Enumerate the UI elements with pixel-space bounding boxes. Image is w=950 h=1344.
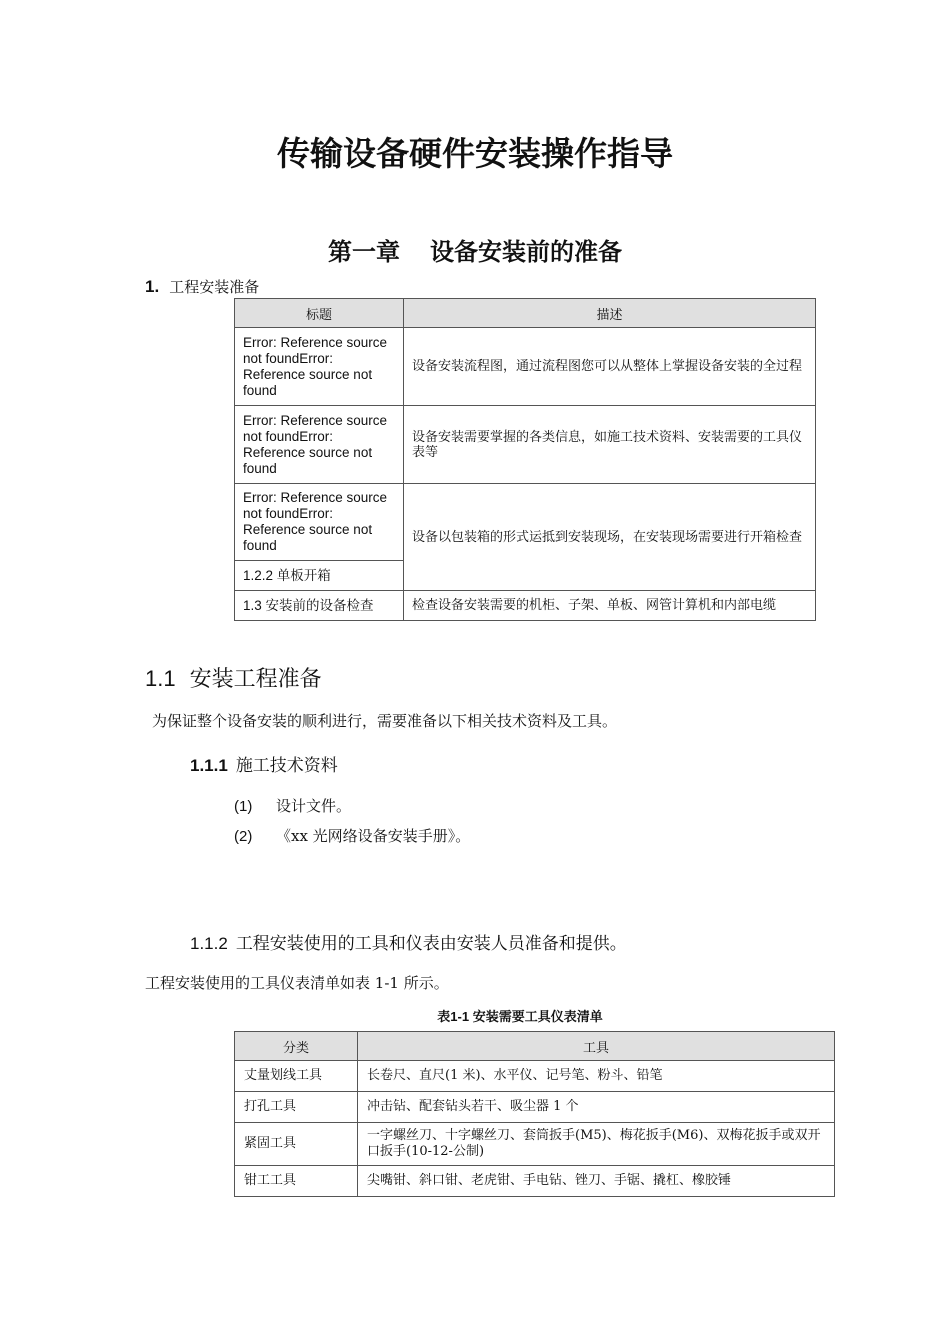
tools-intro-paragraph: 工程安装使用的工具仪表清单如表 1-1 所示。 <box>145 974 449 992</box>
row-description: 设备安装流程图，通过流程图您可以从整体上掌握设备安装的全过程 <box>404 328 816 406</box>
section-number: 1.1.2 <box>190 934 228 953</box>
table-row <box>235 1061 835 1092</box>
header-description: 描述 <box>404 299 816 328</box>
section-heading-1-1 <box>145 662 322 693</box>
document-title: 传输设备硬件安装操作指导 <box>277 134 673 173</box>
section-title: 工程安装准备 <box>169 278 260 296</box>
list-item <box>234 825 470 846</box>
table-header-row <box>235 1032 835 1061</box>
row-description: 检查设备安装需要的机柜、子架、单板、网管计算机和内部电缆 <box>404 591 816 621</box>
header-category: 分类 <box>235 1032 358 1061</box>
table-row <box>235 328 816 406</box>
row-description: 设备以包装箱的形式运抵到安装现场，在安装现场需要进行开箱检查 <box>404 484 816 591</box>
list-item <box>234 795 351 816</box>
section-number: 1.1.1 <box>190 756 228 775</box>
section-heading-1-1-1 <box>190 751 338 776</box>
header-title: 标题 <box>235 299 404 328</box>
list-item-number: (2) <box>234 828 253 845</box>
list-item-number: (1) <box>234 798 253 815</box>
table-row <box>235 591 816 621</box>
table-row <box>235 1123 835 1166</box>
chapter-title: 设备安装前的准备 <box>430 237 622 266</box>
row-tools: 冲击钻、配套钻头若干、吸尘器 1 个 <box>358 1092 835 1123</box>
section-number: 1.1 <box>145 666 176 691</box>
section-title: 安装工程准备 <box>189 667 322 692</box>
chapter-number: 第一章 <box>328 237 400 266</box>
section-number: 1. <box>145 277 160 296</box>
row-category: 丈量划线工具 <box>235 1061 358 1092</box>
row-title: 1.3 安装前的设备检查 <box>235 591 404 621</box>
table-row <box>235 1166 835 1197</box>
row-title: 1.2.2 单板开箱 <box>235 561 404 591</box>
table-row <box>235 1092 835 1123</box>
row-title: Error: Reference source not foundError: Reference source not found <box>235 406 404 484</box>
row-tools: 一字螺丝刀、十字螺丝刀、套筒扳手(M5)、梅花扳手(M6)、双梅花扳手或双开口扳手(10-12-公制) <box>358 1123 835 1166</box>
table-row <box>235 406 816 484</box>
row-title: Error: Reference source not foundError: Reference source not found <box>235 484 404 561</box>
list-item-text: 设计文件。 <box>276 797 352 815</box>
table-row <box>235 484 816 561</box>
row-title: Error: Reference source not foundError: Reference source not found <box>235 328 404 406</box>
row-tools: 尖嘴钳、斜口钳、老虎钳、手电钻、锉刀、手锯、撬杠、橡胶锤 <box>358 1166 835 1197</box>
section-title: 工程安装使用的工具和仪表由安装人员准备和提供。 <box>235 934 627 954</box>
section-heading-1-1-2 <box>190 929 627 954</box>
row-category: 紧固工具 <box>235 1123 358 1166</box>
table-header-row <box>235 299 816 328</box>
section-heading-1 <box>145 276 259 297</box>
chapter-heading <box>0 232 950 267</box>
row-tools: 长卷尺、直尺(1 米)、水平仪、记号笔、粉斗、铅笔 <box>358 1061 835 1092</box>
row-category: 钳工工具 <box>235 1166 358 1197</box>
row-description: 设备安装需要掌握的各类信息，如施工技术资料、安装需要的工具仪表等 <box>404 406 816 484</box>
header-tools: 工具 <box>358 1032 835 1061</box>
list-item-text: 《xx 光网络设备安装手册》。 <box>276 827 471 845</box>
tools-table <box>234 1031 835 1197</box>
table-caption: 表1-1 安装需要工具仪表清单 <box>437 1009 603 1024</box>
row-category: 打孔工具 <box>235 1092 358 1123</box>
intro-paragraph: 为保证整个设备安装的顺利进行，需要准备以下相关技术资料及工具。 <box>152 712 618 730</box>
section-title: 施工技术资料 <box>235 756 338 776</box>
overview-table <box>234 298 816 621</box>
